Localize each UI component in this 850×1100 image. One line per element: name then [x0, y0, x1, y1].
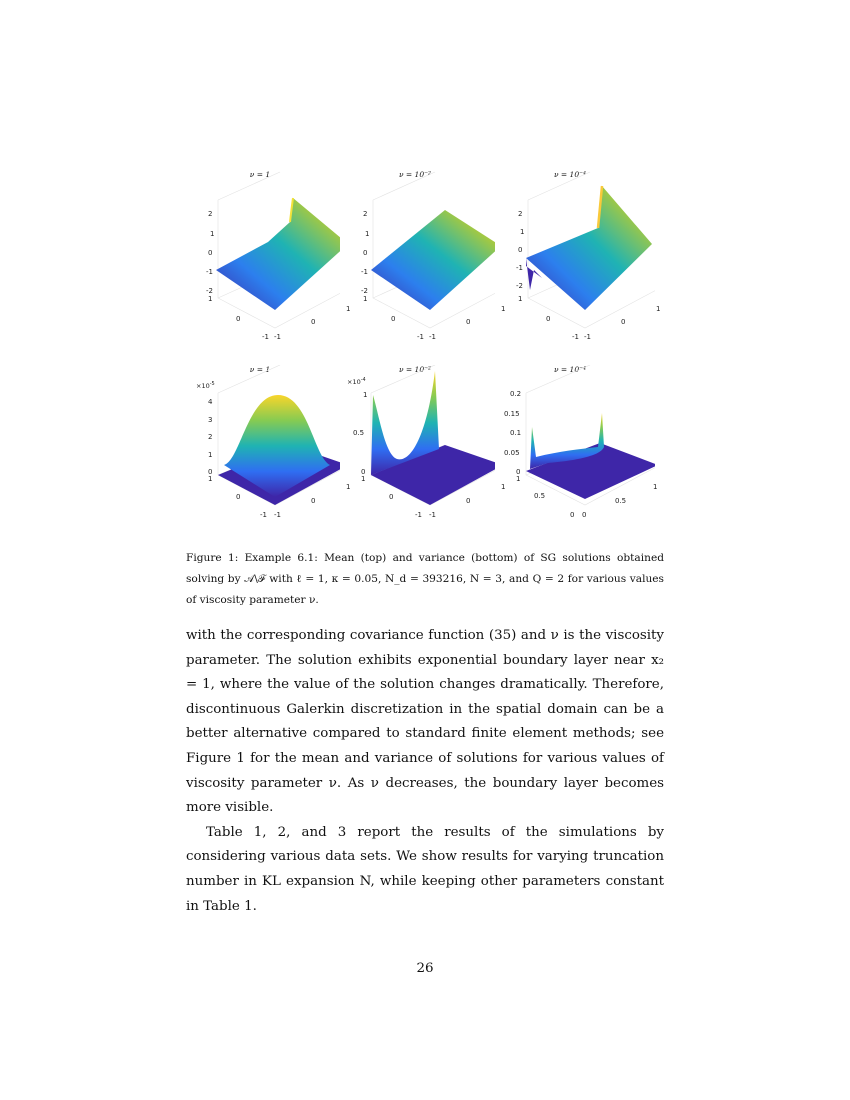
mean-plot-nu-1e-2 — [335, 170, 506, 345]
y-tick: -1 — [417, 333, 424, 341]
z-tick: 0.15 — [504, 410, 520, 418]
surface-plot — [180, 170, 340, 345]
panel-title: ν = 10⁻² — [398, 170, 432, 179]
y-tick: 1 — [516, 475, 521, 483]
z-tick: -1 — [206, 268, 213, 276]
x-tick: 0 — [582, 511, 587, 519]
page-number: 26 — [416, 961, 434, 976]
caption-label: Figure 1: — [186, 552, 239, 564]
z-tick: -1 — [361, 268, 368, 276]
y-tick: 0 — [570, 511, 575, 519]
mean-plot-nu-1e-4 — [490, 170, 661, 345]
panel-title: ν = 10⁻⁴ — [553, 365, 587, 374]
z-tick: 1 — [208, 451, 213, 459]
y-tick: -1 — [415, 511, 422, 519]
x-tick: -1 — [274, 333, 281, 341]
x-tick: 0.5 — [615, 497, 627, 505]
x-tick: -1 — [274, 511, 281, 519]
z-tick: 0.1 — [510, 429, 522, 437]
y-tick: 1 — [363, 295, 368, 303]
panel-title: ν = 10⁻⁴ — [553, 170, 587, 179]
y-tick: 1 — [361, 475, 366, 483]
x-tick: 1 — [656, 305, 661, 313]
y-tick: 0.5 — [534, 492, 546, 500]
mean-surface — [216, 198, 340, 310]
x-tick: 1 — [346, 305, 351, 313]
x-tick: 0 — [466, 318, 471, 326]
y-tick: 0 — [391, 315, 396, 323]
x-tick: -1 — [429, 333, 436, 341]
z-tick: 2 — [208, 210, 213, 218]
z-tick: 1 — [520, 228, 525, 236]
paragraph: Table 1, 2, and 3 report the results of the simulations by considering various data sets. We show results for varying truncation number in KL expansion N, while keeping other parameters constant in Table 1. — [186, 824, 664, 914]
variance-plot-nu-1e-2 — [335, 365, 506, 540]
panel-title: ν = 1 — [249, 170, 271, 179]
mean-surface — [371, 210, 495, 310]
caption-text: Example 6.1: Mean (top) and variance (bottom) of SG solutions obtained solving by 𝒜\ℱ with ℓ = 1, κ = 0.05, N_d = 393216, N = 3, and Q = 2 for various values of viscosity parameter ν. — [186, 552, 664, 606]
z-tick: 0.2 — [510, 390, 522, 398]
z-tick: 0 — [208, 468, 213, 476]
z-tick: 1 — [363, 391, 368, 399]
y-tick: 1 — [518, 295, 523, 303]
z-tick: 3 — [208, 416, 213, 424]
x-tick: 0 — [311, 318, 316, 326]
paragraph: with the corresponding covariance function (35) and ν is the viscosity parameter. The solution exhibits exponential boundary layer near x₂ = 1, where the value of the solution changes dramatically. Therefore, discontinuous Galerkin discretization in the spatial domain can be a better alternative compared to standard finite element methods; see Figure 1 for the mean and variance of solutions for various values of viscosity parameter ν. As ν decreases, the boundary layer becomes more visible. — [186, 628, 664, 816]
x-tick: 0 — [621, 318, 626, 326]
z-tick: 1 — [210, 230, 215, 238]
mean-plot-nu-1 — [180, 170, 351, 345]
z-tick: -2 — [206, 287, 213, 295]
z-tick: 2 — [208, 433, 213, 441]
z-tick: -2 — [361, 287, 368, 295]
z-tick: 0 — [518, 246, 523, 254]
z-tick: 0.5 — [353, 429, 365, 437]
x-tick: -1 — [429, 511, 436, 519]
z-tick: 2 — [363, 210, 368, 218]
z-tick: -1 — [516, 264, 523, 272]
body-text — [186, 624, 664, 919]
y-tick: 0 — [389, 493, 394, 501]
y-tick: -1 — [572, 333, 579, 341]
x-tick: 0 — [311, 497, 316, 505]
z-tick: 0 — [208, 249, 213, 257]
z-tick: 0 — [361, 468, 366, 476]
variance-plot-nu-1e-4 — [490, 365, 658, 540]
y-tick: 0 — [236, 493, 241, 501]
figure-caption — [186, 548, 664, 611]
mean-surface — [526, 186, 652, 310]
panel-title: ν = 1 — [249, 365, 271, 374]
z-tick: -2 — [516, 282, 523, 290]
z-tick: 0 — [516, 468, 521, 476]
x-tick: 1 — [501, 305, 506, 313]
x-tick: 1 — [653, 483, 658, 491]
panel-title: ν = 10⁻² — [398, 365, 432, 374]
y-tick: 1 — [208, 475, 213, 483]
z-tick: 0 — [363, 249, 368, 257]
figure-1 — [180, 170, 670, 530]
axis-scale: $\times 10^{-4}$ — [347, 377, 366, 387]
y-tick: 0 — [236, 315, 241, 323]
axis-scale: $\times 10^{-5}$ — [196, 381, 215, 391]
y-tick: -1 — [262, 333, 269, 341]
z-tick: 4 — [208, 398, 213, 406]
variance-plot-nu-1 — [180, 365, 351, 540]
y-tick: 1 — [208, 295, 213, 303]
z-tick: 1 — [365, 230, 370, 238]
surface-plot — [335, 170, 495, 345]
x-tick: 1 — [501, 483, 506, 491]
surface-plot — [490, 170, 655, 345]
x-tick: -1 — [584, 333, 591, 341]
x-tick: 1 — [346, 483, 351, 491]
y-tick: 0 — [546, 315, 551, 323]
x-tick: 0 — [466, 497, 471, 505]
y-tick: -1 — [260, 511, 267, 519]
z-tick: 2 — [518, 210, 523, 218]
z-tick: 0.05 — [504, 449, 520, 457]
